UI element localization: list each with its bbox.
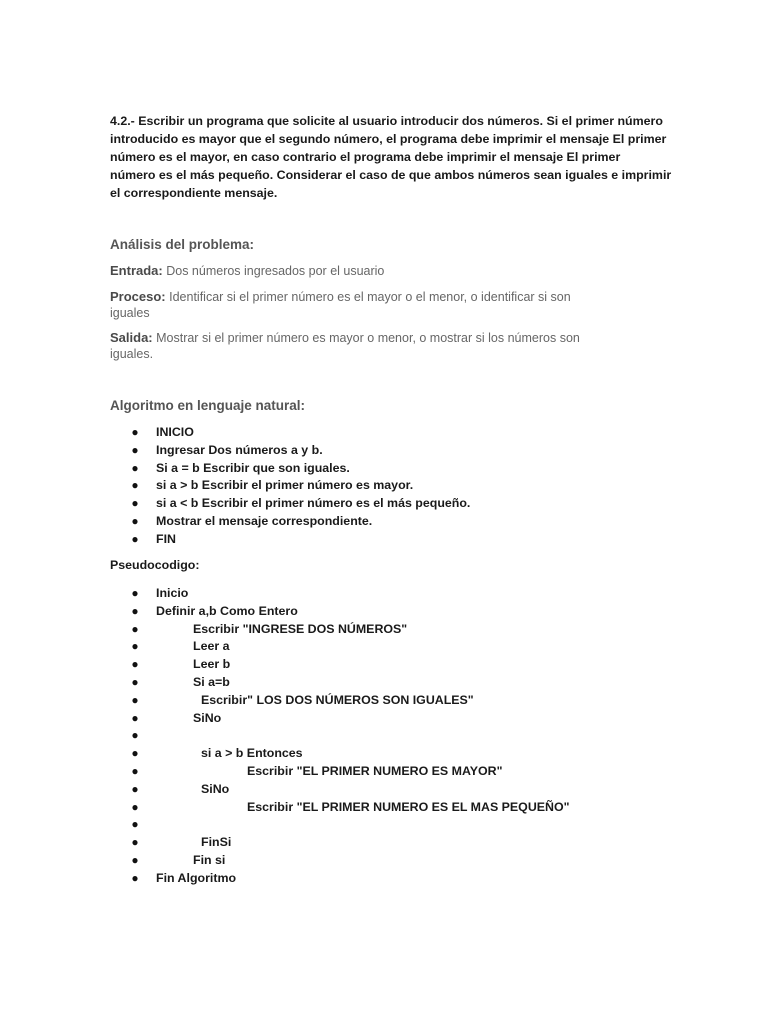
pseudocode-heading: Pseudocodigo: [110,558,200,572]
bullet-icon: ● [131,746,139,761]
pseudocode-line-text: Leer b [193,657,231,672]
bullet-icon: ● [131,442,139,457]
bullet-icon: ● [131,460,139,475]
salida-label: Salida: [110,330,153,345]
pseudocode-line-text: Leer a [193,639,230,654]
salida-field [110,330,650,362]
proceso-text: Identificar si el primer número es el mayor o el menor, o identificar si son [169,290,571,304]
bullet-icon: ● [131,692,139,707]
bullet-icon: ● [131,799,139,814]
statement-line: número es el más pequeño. Considerar el caso de que ambos números sean iguales e imprimir [110,168,672,182]
algorithm-list-item-text: Si a = b Escribir que son iguales. [156,460,350,475]
algorithm-heading: Algoritmo en lenguaje natural: [110,398,306,413]
pseudocode-line-text: Inicio [156,586,189,600]
bullet-icon: ● [131,621,139,636]
bullet-icon: ● [131,674,139,689]
pseudocode-line-text: Escribir "EL PRIMER NUMERO ES MAYOR" [247,763,503,778]
salida-text-cont: iguales. [110,347,154,361]
pseudocode-line-text: si a > b Entonces [201,746,303,761]
bullet-icon: ● [131,728,139,743]
entrada-text: Dos números ingresados por el usuario [166,264,385,278]
bullet-icon: ● [131,496,139,511]
algorithm-list-item-text: Ingresar Dos números a y b. [156,442,323,457]
bullet-icon: ● [131,425,139,439]
statement-line: el correspondiente mensaje. [110,186,278,200]
salida-text: Mostrar si el primer número es mayor o menor, o mostrar si los números son [156,331,580,345]
bullet-icon: ● [131,531,139,546]
bullet-icon: ● [131,852,139,867]
algorithm-list-item-text: Mostrar el mensaje correspondiente. [156,513,373,528]
algorithm-list-item-text: si a < b Escribir el primer número es el más pequeño. [156,496,471,511]
pseudocode-line-text: Escribir "INGRESE DOS NÚMEROS" [193,621,408,636]
entrada-label: Entrada: [110,263,163,278]
analysis-heading: Análisis del problema: [110,237,255,252]
pseudocode-line-text: Fin si [193,852,226,867]
bullet-icon: ● [131,870,139,885]
pseudocode-line-text: Fin Algoritmo [156,870,237,885]
bullet-icon: ● [131,817,139,832]
proceso-field [110,289,650,321]
statement-line: número es el mayor, en caso contrario el programa debe imprimir el mensaje El primer [110,150,621,164]
algorithm-list-item-text: FIN [156,531,176,546]
pseudocode-line-text: SiNo [193,710,222,725]
bullet-icon: ● [131,478,139,493]
pseudocode-line-text: Si a=b [193,674,230,689]
bullet-icon: ● [131,513,139,528]
bullet-icon: ● [131,781,139,796]
entrada-field [110,263,650,279]
pseudocode-line-text: SiNo [201,781,230,796]
proceso-label: Proceso: [110,289,166,304]
algorithm-list-item-text: INICIO [156,425,194,439]
pseudocode-line-text: Definir a,b Como Entero [156,603,298,618]
proceso-text-cont: iguales [110,306,150,320]
statement-line: 4.2.- Escribir un programa que solicite al usuario introducir dos números. Si el primer número [110,114,663,128]
exercise-statement [110,112,670,202]
pseudocode-line-text: FinSi [201,835,232,850]
bullet-icon: ● [131,835,139,850]
bullet-icon: ● [131,710,139,725]
bullet-icon: ● [131,639,139,654]
pseudocode-line-text: Escribir "EL PRIMER NUMERO ES EL MAS PEQUEÑO" [247,799,570,814]
bullet-icon: ● [131,603,139,618]
bullet-icon: ● [131,657,139,672]
bullet-icon: ● [131,586,139,600]
statement-line: introducido es mayor que el segundo número, el programa debe imprimir el mensaje El primer [110,132,667,146]
algorithm-list-item-text: si a > b Escribir el primer número es mayor. [156,478,414,493]
bullet-icon: ● [131,763,139,778]
pseudocode-line-text: Escribir" LOS DOS NÚMEROS SON IGUALES" [201,692,474,707]
